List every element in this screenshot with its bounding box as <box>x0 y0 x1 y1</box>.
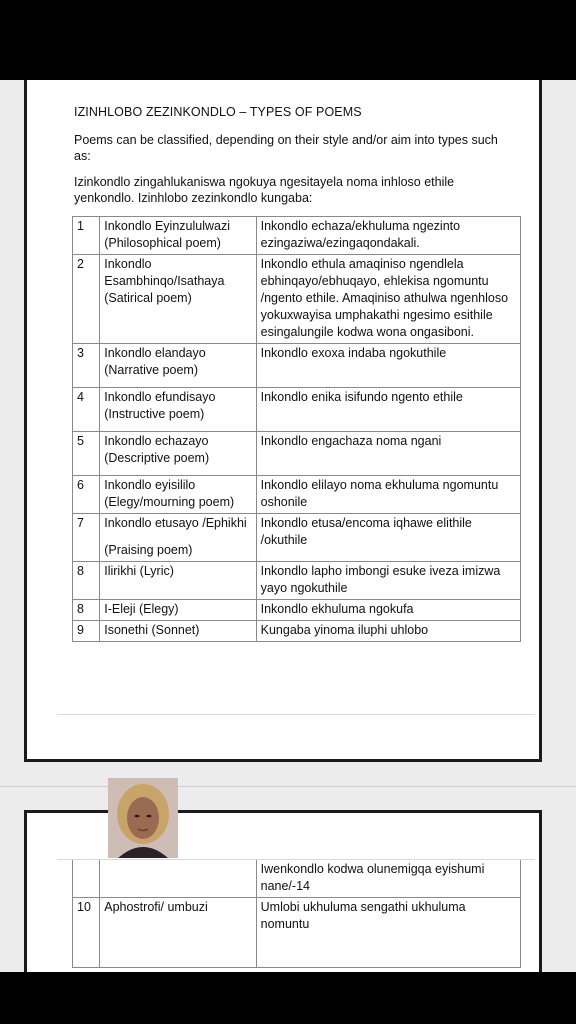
poem-type-name: Inkondlo eyisililo (Elegy/mourning poem) <box>100 476 256 514</box>
poem-type-name: Inkondlo efundisayo (Instructive poem) <box>100 388 256 432</box>
poem-type-description: Umlobi ukhuluma sengathi ukhuluma nomuntu <box>256 898 520 968</box>
poem-type-name: I-Eleji (Elegy) <box>100 600 256 621</box>
row-number: 7 <box>73 514 100 562</box>
document-page-2 <box>24 810 542 972</box>
row-number: 5 <box>73 432 100 476</box>
poem-type-name: Inkondlo Eyinzululwazi (Philosophical poem) <box>100 217 256 255</box>
row-number: 9 <box>73 621 100 642</box>
presenter-portrait <box>108 778 178 858</box>
row-number: 10 <box>73 898 100 968</box>
poem-types-table <box>72 216 521 642</box>
table-trail-line <box>57 714 535 715</box>
row-number: 3 <box>73 344 100 388</box>
table-row <box>73 344 521 388</box>
table-row <box>73 432 521 476</box>
poem-type-description: Inkondlo etusa/encoma iqhawe elithile /okuthile <box>256 514 520 562</box>
row-number-empty <box>73 860 100 898</box>
poem-types-table-continued <box>72 860 521 968</box>
table-row <box>73 621 521 642</box>
table-row <box>73 255 521 344</box>
poem-type-name-english: (Praising poem) <box>104 543 193 557</box>
poem-type-description: Inkondlo engachaza noma ngani <box>256 432 520 476</box>
poem-type-description: Inkondlo exoxa indaba ngokuthile <box>256 344 520 388</box>
poem-type-description: Inkondlo elilayo noma ekhuluma ngomuntu oshonile <box>256 476 520 514</box>
table-row <box>73 514 521 562</box>
poem-type-description: Inkondlo enika isifundo ngento ethile <box>256 388 520 432</box>
table-row <box>73 476 521 514</box>
poem-type-name: Inkondlo elandayo (Narrative poem) <box>100 344 256 388</box>
page-divider <box>0 786 576 787</box>
poem-type-name: Aphostrofi/ umbuzi <box>100 898 256 968</box>
intro-english: Poems can be classified, depending on their style and/or aim into types such as: <box>74 133 498 163</box>
presenter-webcam-thumbnail <box>108 778 178 858</box>
row-number: 4 <box>73 388 100 432</box>
row-number: 8 <box>73 600 100 621</box>
row-number: 6 <box>73 476 100 514</box>
table-row <box>73 898 521 968</box>
row-number: 8 <box>73 562 100 600</box>
table-row <box>73 562 521 600</box>
table-row <box>73 388 521 432</box>
document-page-1 <box>24 80 542 762</box>
table-row <box>73 600 521 621</box>
page-title: IZINHLOBO ZEZINKONDLO – TYPES OF POEMS <box>74 105 362 119</box>
poem-type-description: Kungaba yinoma iluphi uhlobo <box>256 621 520 642</box>
row-number: 2 <box>73 255 100 344</box>
poem-type-name: Inkondlo etusayo /Ephikhi <box>104 516 247 530</box>
row-number: 1 <box>73 217 100 255</box>
poem-type-name: Inkondlo Esambhinqo/Isathaya (Satirical poem) <box>100 255 256 344</box>
poem-type-description: Iwenkondlo kodwa olunemigqa eyishumi nane/-14 <box>256 860 520 898</box>
intro-zulu: Izinkondlo zingahlukaniswa ngokuya ngesitayela noma inhloso ethile yenkondlo. Izinhlobo zezinkondlo kungaba: <box>74 175 455 205</box>
poem-type-name: Ilirikhi (Lyric) <box>100 562 256 600</box>
poem-type-name: Inkondlo echazayo (Descriptive poem) <box>100 432 256 476</box>
poem-type-description: Inkondlo ekhuluma ngokufa <box>256 600 520 621</box>
poem-type-name-empty <box>100 860 256 898</box>
poem-type-description: Inkondlo echaza/ekhuluma ngezinto ezingaziwa/ezingaqondakali. <box>256 217 520 255</box>
poem-type-name: Isonethi (Sonnet) <box>100 621 256 642</box>
table-row <box>73 217 521 255</box>
poem-type-description: Inkondlo ethula amaqiniso ngendlela ebhinqayo/ebhuqayo, ehlekisa ngomuntu /ngento ethile. Amaqiniso athulwa ngenhloso yokuxwayisa umphakathi ngesimo esithile esingalungile kodwa wona ongasiboni. <box>256 255 520 344</box>
poem-type-description: Inkondlo lapho imbongi esuke iveza imizwa yayo ngokuthile <box>256 562 520 600</box>
table-row <box>73 860 521 898</box>
poem-type-name-cell <box>100 514 256 562</box>
